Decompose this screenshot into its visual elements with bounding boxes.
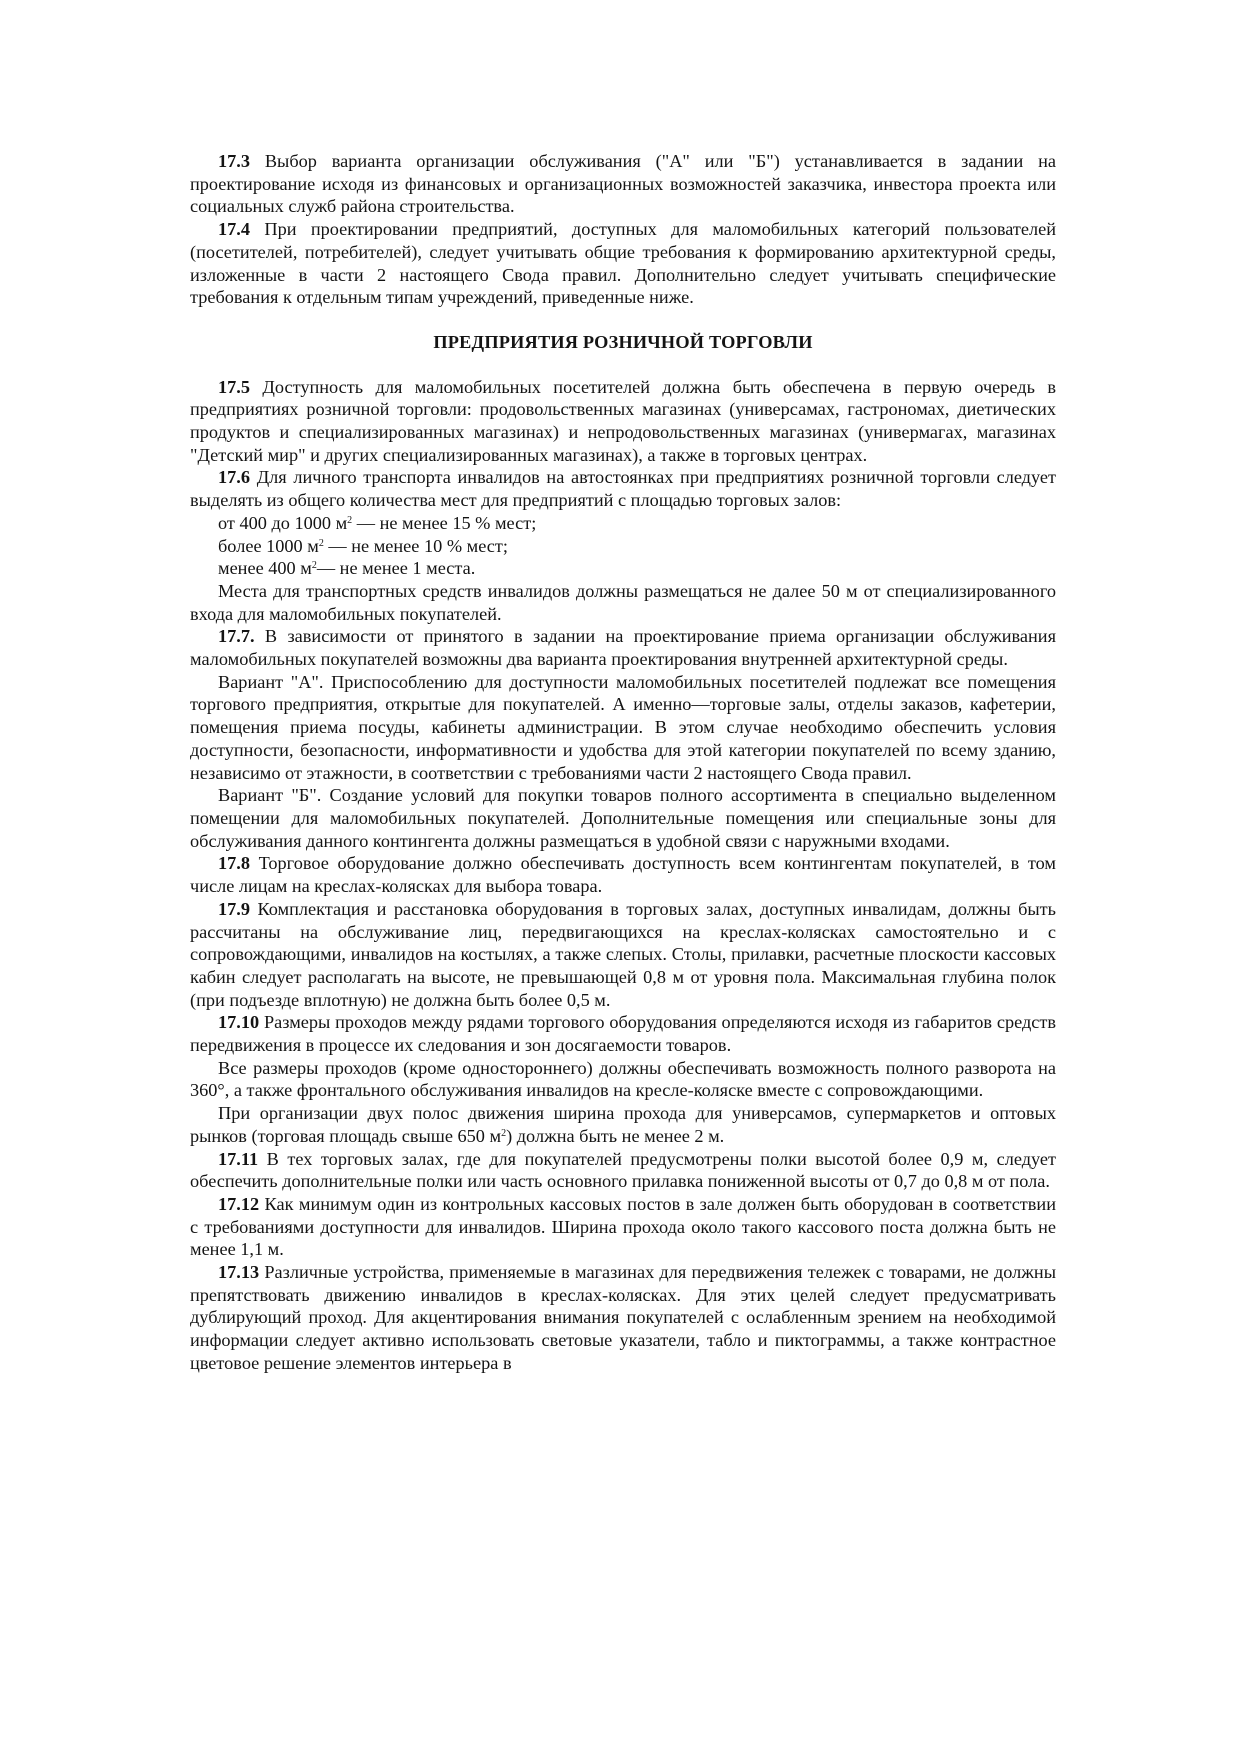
clause-number: 17.7. <box>218 626 255 647</box>
paragraph-17-6 <box>190 466 1056 511</box>
paragraph-17-11 <box>190 1148 1056 1193</box>
clause-text: Доступность для маломобильных посетителей должна быть обеспечена в первую очередь в предприятиях розничной торговли: продовольственных магазинах (универсамах, гастрономах, диетических продуктов и специализированных магазинах) и непродовольственных магазинах (универмагах, магазинах "Детский мир" и других специализированных магазинах), а также в торговых центрах. <box>190 376 1056 465</box>
clause-text: Как минимум один из контрольных кассовых постов в зале должен быть оборудован в соответствии с требованиями доступности для инвалидов. Ширина прохода около такого кассового поста должна быть не менее 1,1 м. <box>190 1193 1056 1260</box>
list-item: менее 400 $м^2—$ не менее 1 места. <box>218 558 476 579</box>
clause-number: 17.3 <box>218 151 250 171</box>
paragraph-variant-a: Вариант "А". Приспособлению для доступности маломобильных посетителей подлежат все помещения торгового предприятия, открытые для покупателей. А именно—торговые залы, отделы заказов, кафетерии, помещения приема посуды, кабинеты администрации. В этом случае необходимо обеспечить условия доступности, безопасности, информативности и удобства для этой категории покупателей по всему зданию, независимо от этажности, в соответствии с требованиями части 2 настоящего Свода правил. <box>190 671 1056 783</box>
clause-number: 17.12 <box>218 1193 260 1214</box>
clause-number: 17.5 <box>218 376 250 397</box>
clause-number: 17.4 <box>218 219 250 240</box>
list-item: от 400 до 1000 $м^2$ — не менее 15 % мест; <box>218 512 537 533</box>
paragraph-parking-places: Места для транспортных средств инвалидов должны размещаться не далее 50 м от специализированного входа для маломобильных покупателей. <box>190 580 1056 624</box>
paragraph-two-lanes: При организации двух полос движения ширина прохода для универсамов, супермаркетов и оптовых рынков (торговая площадь свыше 650 $м^2$) должна быть не менее 2 м. <box>190 1103 1056 1146</box>
clause-number: 17.9 <box>218 898 250 919</box>
paragraph-all-passage-sizes: Все размеры проходов (кроме одностороннего) должны обеспечивать возможность полного разворота на 360°, а также фронтального обслуживания инвалидов на кресле-коляске вместе с сопровождающими. <box>190 1057 1056 1101</box>
clause-number: 17.6 <box>218 467 250 488</box>
clause-number: 17.13 <box>218 1262 260 1283</box>
paragraph-17-10 <box>190 1011 1056 1056</box>
section-heading: ПРЕДПРИЯТИЯ РОЗНИЧНОЙ ТОРГОВЛИ <box>433 331 813 352</box>
clause-number: 17.11 <box>218 1148 259 1169</box>
paragraph-17-4 <box>190 218 1056 309</box>
paragraph-17-3 <box>190 150 1056 218</box>
paragraph-17-12 <box>190 1193 1056 1261</box>
list-item: более 1000 $м^2$ — не менее 10 % мест; <box>218 535 508 556</box>
clause-text: Размеры проходов между рядами торгового оборудования определяются исходя из габаритов средств передвижения в процессе их следования и зон досягаемости товаров. <box>190 1012 1056 1056</box>
document-page <box>190 150 1056 1375</box>
clause-text: При проектировании предприятий, доступных для маломобильных категорий пользователей (посетителей, потребителей), следует учитывать общие требования к формированию архитектурной среды, изложенные в части 2 настоящего Свода правил. Дополнительно следует учитывать специфические требования к отдельным типам учреждений, приведенные ниже. <box>190 219 1056 308</box>
clause-text: Для личного транспорта инвалидов на автостоянках при предприятиях розничной торговли следует выделять из общего количества мест для предприятий с площадью торговых залов: <box>190 467 1056 511</box>
paragraph-17-5 <box>190 376 1056 467</box>
clause-text: Торговое оборудование должно обеспечивать доступность всем контингентам покупателей, в том числе лицам на креслах-колясках для выбора товара. <box>190 853 1056 897</box>
paragraph-variant-b: Вариант "Б". Создание условий для покупки товаров полного ассортимента в специально выделенном помещении для маломобильных покупателей. Дополнительные помещения или специальные зоны для обслуживания данного контингента должны размещаться в удобной связи с наружными входами. <box>190 785 1056 851</box>
clause-text: Комплектация и расстановка оборудования в торговых залах, доступных инвалидам, должны быть рассчитаны на обслуживание лиц, передвигающихся на креслах-колясках самостоятельно и с сопровождающими, инвалидов на костылях, а также слепых. Столы, прилавки, расчетные плоскости кассовых кабин следует располагать на высоте, не превышающей 0,8 м от уровня пола. Максимальная глубина полок (при подъезде вплотную) не должна быть более 0,5 м. <box>190 898 1056 1010</box>
clause-number: 17.8 <box>218 853 250 874</box>
paragraph-17-8 <box>190 852 1056 897</box>
clause-number: 17.10 <box>218 1012 260 1033</box>
clause-text: В зависимости от принятого в задании на проектирование приема организации обслуживания маломобильных покупателей возможны два варианта проектирования внутренней архитектурной среды. <box>190 626 1056 670</box>
paragraph-17-9 <box>190 898 1056 1012</box>
clause-text: Различные устройства, применяемые в магазинах для передвижения тележек с товарами, не должны препятствовать движению инвалидов в креслах-колясках. Для этих целей следует предусматривать дублирующий проход. Для акцентирования внимания покупателей с ослабленным зрением на необходимой информации следует активно использовать световые указатели, табло и пиктограммы, а также контрастное цветовое решение элементов интерьера в <box>190 1262 1056 1373</box>
clause-text: В тех торговых залах, где для покупателей предусмотрены полки высотой более 0,9 м, следует обеспечить дополнительные полки или часть основного прилавка пониженной высоты от 0,7 до 0,8 м от пола. <box>190 1148 1056 1192</box>
clause-text: Выбор варианта организации обслуживания ("А" или "Б") устанавливается в задании на проектирование исходя из финансовых и организационных возможностей заказчика, инвестора проекта или социальных служб района строительства. <box>190 151 1056 217</box>
paragraph-17-7 <box>190 625 1056 670</box>
paragraph-17-13 <box>190 1261 1056 1375</box>
